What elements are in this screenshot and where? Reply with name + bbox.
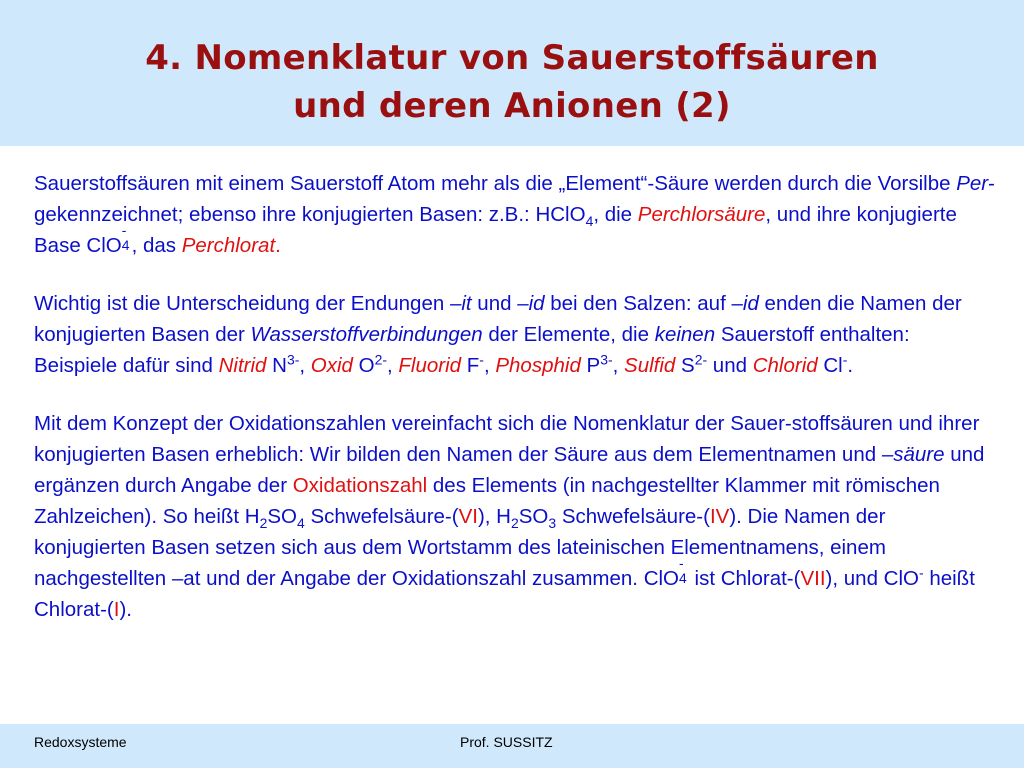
term-perchlorat: Perchlorat [181,234,276,257]
footer-author: Prof. SUSSITZ [460,734,553,750]
per-prefix: Per- [956,172,995,195]
text: bei den Salzen: auf [544,292,732,315]
paragraph-per-prefix [34,168,996,261]
text: O [352,354,375,377]
term-wasserstoffverbindungen: Wasserstoffverbindungen [250,323,483,346]
charge-stack [121,221,132,254]
roman-numeral: VI [458,505,478,528]
term-chlorid: Chlorid [752,354,818,377]
text: Schwefelsäure-( [556,505,710,528]
ending-saeure: –säure [881,443,945,466]
text: , [387,354,399,377]
footer-band [0,724,1024,768]
superscript: - [918,564,924,581]
slide-body [34,168,996,625]
text: ), und ClO [825,567,919,590]
text: und [471,292,518,315]
text: , die [593,203,638,226]
text: Sauerstoffsäuren mit einem Sauerstoff Atom mehr als die „Element“-Säure werden durch die Vorsilbe [34,172,957,195]
subscript: 3 [548,514,557,531]
text: Cl [817,354,843,377]
text: Wichtig ist die Unterscheidung der Endungen [34,292,450,315]
ending-it: –it [449,292,472,315]
text: ). Die Namen der konjugierten Basen setzen sich aus dem Wortstamm des lateinischen Elementnamens, einem nachgestellten –at und der Angabe der Oxidationszahl zusammen. ClO [34,505,886,590]
term-oxid: Oxid [310,354,353,377]
text: . [275,234,281,257]
text: der Elemente, die [482,323,655,346]
superscript: 2- [374,351,387,368]
text: des Elements (in nachgestellter Klammer mit römischen Zahlzeichen). So heißt H [34,474,940,528]
text: Schwefelsäure-( [304,505,459,528]
text: Mit dem Konzept der Oxidationszahlen vereinfacht sich die Nomenklatur der Sauer-stoffsäuren und ihrer konjugierten Basen erheblich: Wir bilden den Namen der Säure aus dem Elementnamen und [34,412,980,466]
superscript: 3- [600,351,613,368]
subscript: 4 [297,514,305,531]
superscript: - [479,351,484,368]
text: ist Chlorat-( [688,567,801,590]
subscript: 4 [585,212,594,229]
superscript: 2- [694,351,708,368]
text: ), H [477,505,511,528]
term-keinen: keinen [654,323,716,346]
subscript: 4 [679,570,687,587]
roman-numeral: IV [709,505,730,528]
text: gekennzeichnet; ebenso ihre konjugierten Basen: z.B.: HClO [34,203,586,226]
roman-numeral: VII [800,567,826,590]
ending-id: –id [731,292,759,315]
text: P [580,354,601,377]
text: und [707,354,753,377]
text: , [612,354,625,377]
text: SO [518,505,549,528]
text: , das [131,234,182,257]
text: , [299,354,311,377]
paragraph-endings [34,288,996,381]
title-line-2: und deren Anionen (2) [293,86,731,126]
text: . [847,354,854,377]
term-sulfid: Sulfid [624,354,676,377]
text: heißt Chlorat-( [34,567,975,621]
superscript: - [679,554,684,571]
ending-id: –id [517,292,545,315]
superscript: 3- [286,351,300,368]
subscript: 4 [121,237,130,254]
term-oxidationszahl: Oxidationszahl [292,474,428,497]
slide-title [0,34,1024,130]
roman-numeral: I [113,598,120,621]
footer-topic: Redoxsysteme [34,734,127,750]
subscript: 2 [259,514,268,531]
text: , und ihre konjugierte Base ClO [34,203,957,257]
term-perchlorsaeure: Perchlorsäure [637,203,766,226]
text: Sauerstoff enthalten: Beispiele dafür sind [34,323,910,377]
term-phosphid: Phosphid [495,354,581,377]
text: und ergänzen durch Angabe der [34,443,985,497]
subscript: 2 [510,514,519,531]
term-fluorid: Fluorid [398,354,462,377]
text: SO [267,505,297,528]
text: ). [119,598,132,621]
charge-stack [679,554,689,587]
superscript: - [842,351,848,368]
superscript: - [121,221,127,238]
text: , [483,354,496,377]
term-nitrid: Nitrid [218,354,267,377]
title-line-1: 4. Nomenklatur von Sauerstoffsäuren [145,38,879,78]
paragraph-oxidation-numbers [34,408,996,625]
text: N [266,354,287,377]
text: F [461,354,480,377]
text: enden die Namen der konjugierten Basen der [34,292,962,346]
text: S [675,354,695,377]
